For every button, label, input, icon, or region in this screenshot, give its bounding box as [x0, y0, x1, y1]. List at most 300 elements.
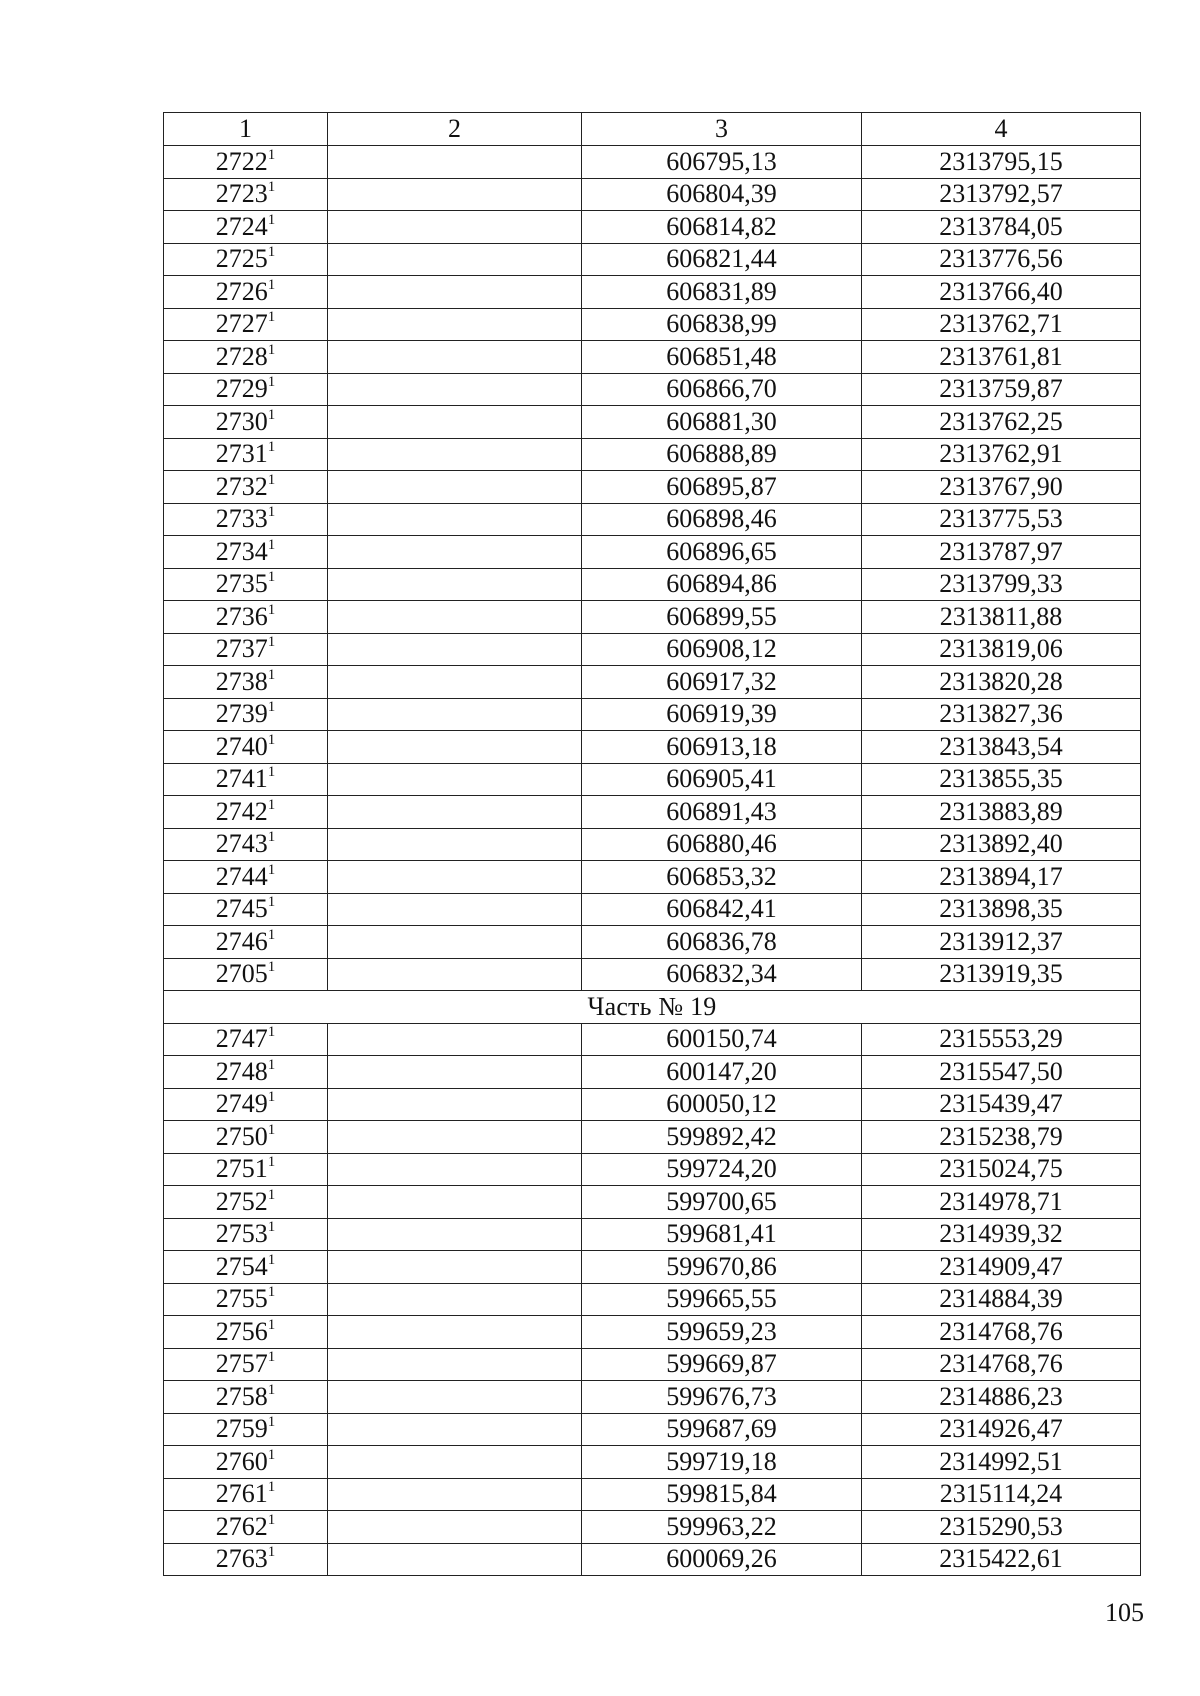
y-coordinate-cell: 2313795,15 — [862, 146, 1141, 179]
point-number-cell — [164, 763, 328, 796]
point-number: 2739 — [215, 699, 268, 729]
table-row — [164, 341, 1141, 374]
x-coordinate-cell: 606866,70 — [582, 373, 862, 406]
x-coordinate-cell: 606888,89 — [582, 438, 862, 471]
point-number-cell — [164, 406, 328, 439]
table-row — [164, 536, 1141, 569]
point-number-superscript: 1 — [267, 211, 276, 228]
point-number-superscript: 1 — [267, 569, 276, 586]
table-row — [164, 438, 1141, 471]
point-number-cell — [164, 211, 328, 244]
table-row — [164, 1023, 1141, 1056]
point-number-superscript: 1 — [267, 1056, 276, 1073]
point-number: 2762 — [215, 1511, 268, 1541]
table-row — [164, 406, 1141, 439]
table-row — [164, 276, 1141, 309]
point-number: 2752 — [215, 1186, 268, 1216]
point-number-cell — [164, 1023, 328, 1056]
point-number: 2736 — [215, 601, 268, 631]
point-number: 2722 — [215, 146, 268, 176]
point-name-cell — [328, 763, 582, 796]
y-coordinate-cell: 2313883,89 — [862, 796, 1141, 829]
point-number: 2741 — [215, 764, 268, 794]
point-number-superscript: 1 — [267, 244, 276, 261]
point-name-cell — [328, 1218, 582, 1251]
point-number-cell — [164, 601, 328, 634]
point-number: 2743 — [215, 829, 268, 859]
point-number-cell — [164, 536, 328, 569]
point-number-superscript: 1 — [267, 731, 276, 748]
table-row — [164, 178, 1141, 211]
point-number-cell — [164, 828, 328, 861]
x-coordinate-cell: 599676,73 — [582, 1381, 862, 1414]
point-number: 2738 — [215, 666, 268, 696]
y-coordinate-cell: 2313827,36 — [862, 698, 1141, 731]
point-number: 2730 — [215, 406, 268, 436]
point-number-cell — [164, 731, 328, 764]
x-coordinate-cell: 606917,32 — [582, 666, 862, 699]
point-name-cell — [328, 796, 582, 829]
coordinates-table — [163, 112, 1141, 1576]
point-name-cell — [328, 1088, 582, 1121]
y-coordinate-cell: 2313761,81 — [862, 341, 1141, 374]
y-coordinate-cell: 2314909,47 — [862, 1251, 1141, 1284]
point-name-cell — [328, 438, 582, 471]
table-row — [164, 211, 1141, 244]
table-row — [164, 1121, 1141, 1154]
table-row — [164, 796, 1141, 829]
point-number-cell — [164, 341, 328, 374]
x-coordinate-cell: 606838,99 — [582, 308, 862, 341]
point-name-cell — [328, 1153, 582, 1186]
x-coordinate-cell: 606895,87 — [582, 471, 862, 504]
point-number-superscript: 1 — [267, 1121, 276, 1138]
point-number-cell — [164, 698, 328, 731]
point-number-superscript: 1 — [267, 276, 276, 293]
section-title-row — [164, 991, 1141, 1024]
table-row — [164, 893, 1141, 926]
point-name-cell — [328, 926, 582, 959]
table-row — [164, 308, 1141, 341]
x-coordinate-cell: 599687,69 — [582, 1413, 862, 1446]
point-name-cell — [328, 341, 582, 374]
point-name-cell — [328, 1056, 582, 1089]
point-number-cell — [164, 1446, 328, 1479]
point-name-cell — [328, 146, 582, 179]
point-number: 2726 — [215, 276, 268, 306]
point-number-cell — [164, 1153, 328, 1186]
point-number: 2724 — [215, 211, 268, 241]
y-coordinate-cell: 2313843,54 — [862, 731, 1141, 764]
x-coordinate-cell: 606831,89 — [582, 276, 862, 309]
point-number-superscript: 1 — [267, 699, 276, 716]
point-number-cell — [164, 146, 328, 179]
table-row — [164, 373, 1141, 406]
point-number: 2728 — [215, 341, 268, 371]
point-number-cell — [164, 1511, 328, 1544]
x-coordinate-cell: 606894,86 — [582, 568, 862, 601]
point-number: 2733 — [215, 504, 268, 534]
x-coordinate-cell: 599719,18 — [582, 1446, 862, 1479]
table-row — [164, 1316, 1141, 1349]
table-row — [164, 633, 1141, 666]
table-row — [164, 1413, 1141, 1446]
point-number-superscript: 1 — [267, 309, 276, 326]
point-number-superscript: 1 — [267, 1479, 276, 1496]
point-number-cell — [164, 1381, 328, 1414]
point-number-cell — [164, 1056, 328, 1089]
y-coordinate-cell: 2313766,40 — [862, 276, 1141, 309]
point-number-superscript: 1 — [267, 1089, 276, 1106]
point-number: 2745 — [215, 894, 268, 924]
point-number-superscript: 1 — [267, 601, 276, 618]
x-coordinate-cell: 606905,41 — [582, 763, 862, 796]
point-name-cell — [328, 731, 582, 764]
point-name-cell — [328, 666, 582, 699]
point-number: 2751 — [215, 1154, 268, 1184]
y-coordinate-cell: 2313894,17 — [862, 861, 1141, 894]
y-coordinate-cell: 2313759,87 — [862, 373, 1141, 406]
point-number: 2732 — [215, 471, 268, 501]
point-name-cell — [328, 698, 582, 731]
table-row — [164, 861, 1141, 894]
table-row — [164, 763, 1141, 796]
table-row — [164, 1186, 1141, 1219]
point-name-cell — [328, 828, 582, 861]
table-row — [164, 926, 1141, 959]
x-coordinate-cell: 599659,23 — [582, 1316, 862, 1349]
point-number: 2705 — [215, 959, 268, 989]
y-coordinate-cell: 2313819,06 — [862, 633, 1141, 666]
x-coordinate-cell: 606851,48 — [582, 341, 862, 374]
x-coordinate-cell: 606908,12 — [582, 633, 862, 666]
x-coordinate-cell: 606842,41 — [582, 893, 862, 926]
point-number-superscript: 1 — [267, 829, 276, 846]
point-name-cell — [328, 1251, 582, 1284]
point-number: 2757 — [215, 1349, 268, 1379]
point-name-cell — [328, 1348, 582, 1381]
point-name-cell — [328, 568, 582, 601]
x-coordinate-cell: 606919,39 — [582, 698, 862, 731]
point-number-superscript: 1 — [267, 1544, 276, 1561]
point-name-cell — [328, 471, 582, 504]
table-row — [164, 666, 1141, 699]
point-name-cell — [328, 1543, 582, 1576]
point-number: 2729 — [215, 374, 268, 404]
x-coordinate-cell: 599665,55 — [582, 1283, 862, 1316]
point-number: 2735 — [215, 569, 268, 599]
table-body — [164, 146, 1141, 1576]
point-number-superscript: 1 — [267, 1349, 276, 1366]
section-title: Часть № 19 — [164, 991, 1141, 1024]
point-name-cell — [328, 243, 582, 276]
point-name-cell — [328, 1121, 582, 1154]
point-name-cell — [328, 211, 582, 244]
point-number-superscript: 1 — [267, 1511, 276, 1528]
point-name-cell — [328, 1186, 582, 1219]
point-number-superscript: 1 — [267, 764, 276, 781]
point-number-superscript: 1 — [267, 1381, 276, 1398]
point-number: 2760 — [215, 1446, 268, 1476]
y-coordinate-cell: 2313762,25 — [862, 406, 1141, 439]
table-row — [164, 1348, 1141, 1381]
point-name-cell — [328, 1478, 582, 1511]
point-name-cell — [328, 1283, 582, 1316]
point-number-superscript: 1 — [267, 894, 276, 911]
table-row — [164, 568, 1141, 601]
point-number: 2748 — [215, 1056, 268, 1086]
table-row — [164, 698, 1141, 731]
x-coordinate-cell: 606814,82 — [582, 211, 862, 244]
x-coordinate-cell: 606896,65 — [582, 536, 862, 569]
y-coordinate-cell: 2315024,75 — [862, 1153, 1141, 1186]
point-number-cell — [164, 1121, 328, 1154]
point-number: 2763 — [215, 1544, 268, 1574]
point-name-cell — [328, 536, 582, 569]
point-number: 2734 — [215, 536, 268, 566]
point-name-cell — [328, 1511, 582, 1544]
point-number-cell — [164, 1316, 328, 1349]
table-row — [164, 1283, 1141, 1316]
y-coordinate-cell: 2313799,33 — [862, 568, 1141, 601]
point-number-superscript: 1 — [267, 1316, 276, 1333]
point-number-cell — [164, 1088, 328, 1121]
table-header — [164, 113, 1141, 146]
x-coordinate-cell: 599815,84 — [582, 1478, 862, 1511]
point-number: 2744 — [215, 861, 268, 891]
point-name-cell — [328, 861, 582, 894]
header-col-3: 3 — [582, 113, 862, 146]
y-coordinate-cell: 2313919,35 — [862, 958, 1141, 991]
y-coordinate-cell: 2315547,50 — [862, 1056, 1141, 1089]
table-row — [164, 601, 1141, 634]
point-number-cell — [164, 568, 328, 601]
table-row — [164, 1381, 1141, 1414]
point-name-cell — [328, 276, 582, 309]
point-number-superscript: 1 — [267, 1251, 276, 1268]
y-coordinate-cell: 2313787,97 — [862, 536, 1141, 569]
y-coordinate-cell: 2315114,24 — [862, 1478, 1141, 1511]
y-coordinate-cell: 2315439,47 — [862, 1088, 1141, 1121]
point-number-superscript: 1 — [267, 1414, 276, 1431]
point-number: 2761 — [215, 1479, 268, 1509]
y-coordinate-cell: 2314939,32 — [862, 1218, 1141, 1251]
point-number-superscript: 1 — [267, 1024, 276, 1041]
point-name-cell — [328, 373, 582, 406]
point-number: 2758 — [215, 1381, 268, 1411]
x-coordinate-cell: 606898,46 — [582, 503, 862, 536]
point-number-superscript: 1 — [267, 959, 276, 976]
point-name-cell — [328, 503, 582, 536]
point-number: 2756 — [215, 1316, 268, 1346]
point-number-superscript: 1 — [267, 439, 276, 456]
table-row — [164, 503, 1141, 536]
table-row — [164, 828, 1141, 861]
point-number-superscript: 1 — [267, 1186, 276, 1203]
y-coordinate-cell: 2313820,28 — [862, 666, 1141, 699]
x-coordinate-cell: 600150,74 — [582, 1023, 862, 1056]
x-coordinate-cell: 599670,86 — [582, 1251, 862, 1284]
point-number-cell — [164, 438, 328, 471]
point-number-superscript: 1 — [267, 341, 276, 358]
point-number-superscript: 1 — [267, 1219, 276, 1236]
point-number: 2737 — [215, 634, 268, 664]
header-col-2: 2 — [328, 113, 582, 146]
point-number-cell — [164, 1251, 328, 1284]
x-coordinate-cell: 606821,44 — [582, 243, 862, 276]
header-col-1: 1 — [164, 113, 328, 146]
table-row — [164, 243, 1141, 276]
table-row — [164, 1088, 1141, 1121]
point-number-cell — [164, 276, 328, 309]
point-number-superscript: 1 — [267, 926, 276, 943]
x-coordinate-cell: 600050,12 — [582, 1088, 862, 1121]
point-name-cell — [328, 1316, 582, 1349]
y-coordinate-cell: 2315290,53 — [862, 1511, 1141, 1544]
x-coordinate-cell: 599681,41 — [582, 1218, 862, 1251]
point-number-cell — [164, 1186, 328, 1219]
point-number-cell — [164, 1218, 328, 1251]
x-coordinate-cell: 600147,20 — [582, 1056, 862, 1089]
y-coordinate-cell: 2314768,76 — [862, 1316, 1141, 1349]
x-coordinate-cell: 599700,65 — [582, 1186, 862, 1219]
page-number: 105 — [1105, 1598, 1144, 1627]
point-number-superscript: 1 — [267, 1154, 276, 1171]
point-number-superscript: 1 — [267, 1446, 276, 1463]
x-coordinate-cell: 606891,43 — [582, 796, 862, 829]
y-coordinate-cell: 2313762,91 — [862, 438, 1141, 471]
y-coordinate-cell: 2314978,71 — [862, 1186, 1141, 1219]
point-number-cell — [164, 1413, 328, 1446]
table-row — [164, 1153, 1141, 1186]
point-number-cell — [164, 958, 328, 991]
x-coordinate-cell: 606899,55 — [582, 601, 862, 634]
y-coordinate-cell: 2313775,53 — [862, 503, 1141, 536]
y-coordinate-cell: 2313792,57 — [862, 178, 1141, 211]
x-coordinate-cell: 606804,39 — [582, 178, 862, 211]
table-row — [164, 1056, 1141, 1089]
point-number-cell — [164, 926, 328, 959]
point-number-cell — [164, 503, 328, 536]
point-name-cell — [328, 178, 582, 211]
point-number-superscript: 1 — [267, 504, 276, 521]
point-number-superscript: 1 — [267, 406, 276, 423]
x-coordinate-cell: 606913,18 — [582, 731, 862, 764]
point-number: 2753 — [215, 1219, 268, 1249]
point-number-cell — [164, 373, 328, 406]
point-number-cell — [164, 1478, 328, 1511]
y-coordinate-cell: 2315553,29 — [862, 1023, 1141, 1056]
y-coordinate-cell: 2314768,76 — [862, 1348, 1141, 1381]
table-row — [164, 1446, 1141, 1479]
point-number: 2727 — [215, 309, 268, 339]
point-number: 2746 — [215, 926, 268, 956]
y-coordinate-cell: 2315238,79 — [862, 1121, 1141, 1154]
point-name-cell — [328, 601, 582, 634]
point-number-cell — [164, 1543, 328, 1576]
point-number-cell — [164, 1348, 328, 1381]
y-coordinate-cell: 2314926,47 — [862, 1413, 1141, 1446]
point-number: 2755 — [215, 1284, 268, 1314]
point-name-cell — [328, 893, 582, 926]
point-number-cell — [164, 861, 328, 894]
x-coordinate-cell: 606836,78 — [582, 926, 862, 959]
table-row — [164, 1218, 1141, 1251]
y-coordinate-cell: 2314992,51 — [862, 1446, 1141, 1479]
point-number-cell — [164, 666, 328, 699]
point-name-cell — [328, 958, 582, 991]
x-coordinate-cell: 606795,13 — [582, 146, 862, 179]
table-row — [164, 731, 1141, 764]
x-coordinate-cell: 606832,34 — [582, 958, 862, 991]
point-number: 2742 — [215, 796, 268, 826]
table-row — [164, 471, 1141, 504]
y-coordinate-cell: 2313776,56 — [862, 243, 1141, 276]
point-number: 2754 — [215, 1251, 268, 1281]
point-number-cell — [164, 308, 328, 341]
table-row — [164, 146, 1141, 179]
y-coordinate-cell: 2313898,35 — [862, 893, 1141, 926]
table-row — [164, 1478, 1141, 1511]
x-coordinate-cell: 599892,42 — [582, 1121, 862, 1154]
table-row — [164, 1543, 1141, 1576]
x-coordinate-cell: 606881,30 — [582, 406, 862, 439]
point-number-cell — [164, 1283, 328, 1316]
y-coordinate-cell: 2313855,35 — [862, 763, 1141, 796]
point-number-superscript: 1 — [267, 666, 276, 683]
point-number: 2750 — [215, 1121, 268, 1151]
point-name-cell — [328, 1023, 582, 1056]
point-number: 2749 — [215, 1089, 268, 1119]
x-coordinate-cell: 599669,87 — [582, 1348, 862, 1381]
point-number: 2725 — [215, 244, 268, 274]
table-row — [164, 1511, 1141, 1544]
point-name-cell — [328, 1413, 582, 1446]
y-coordinate-cell: 2313767,90 — [862, 471, 1141, 504]
header-col-4: 4 — [862, 113, 1141, 146]
point-number-cell — [164, 471, 328, 504]
y-coordinate-cell: 2315422,61 — [862, 1543, 1141, 1576]
point-number-cell — [164, 178, 328, 211]
point-number: 2731 — [215, 439, 268, 469]
x-coordinate-cell: 599963,22 — [582, 1511, 862, 1544]
y-coordinate-cell: 2313892,40 — [862, 828, 1141, 861]
point-number-cell — [164, 243, 328, 276]
x-coordinate-cell: 600069,26 — [582, 1543, 862, 1576]
point-number: 2740 — [215, 731, 268, 761]
y-coordinate-cell: 2313784,05 — [862, 211, 1141, 244]
point-name-cell — [328, 1446, 582, 1479]
point-number-superscript: 1 — [267, 179, 276, 196]
point-number-superscript: 1 — [267, 634, 276, 651]
y-coordinate-cell: 2313762,71 — [862, 308, 1141, 341]
point-name-cell — [328, 308, 582, 341]
header-row — [164, 113, 1141, 146]
point-number-superscript: 1 — [267, 861, 276, 878]
x-coordinate-cell: 606880,46 — [582, 828, 862, 861]
point-number-superscript: 1 — [267, 146, 276, 163]
table-row — [164, 958, 1141, 991]
point-number-superscript: 1 — [267, 471, 276, 488]
point-name-cell — [328, 1381, 582, 1414]
point-number-superscript: 1 — [267, 1284, 276, 1301]
y-coordinate-cell: 2314884,39 — [862, 1283, 1141, 1316]
point-name-cell — [328, 633, 582, 666]
point-number-superscript: 1 — [267, 374, 276, 391]
table-row — [164, 1251, 1141, 1284]
point-number-cell — [164, 893, 328, 926]
x-coordinate-cell: 606853,32 — [582, 861, 862, 894]
